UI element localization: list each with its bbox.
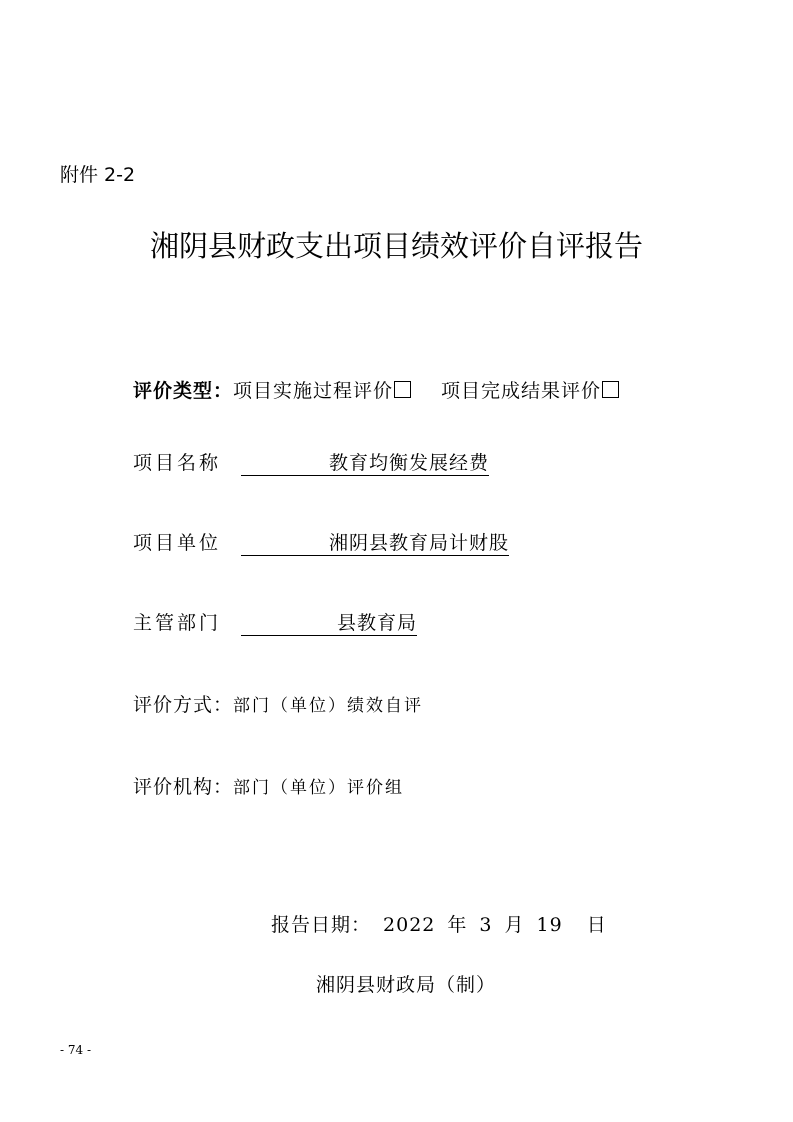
option-result-label: 项目完成结果评价 xyxy=(441,380,602,402)
competent-department-label: 主管部门 xyxy=(133,612,222,634)
report-date-label: 报告日期： xyxy=(271,914,372,936)
report-date-year-unit: 年 xyxy=(447,914,468,936)
report-date-month: 3 xyxy=(479,914,493,936)
evaluation-method-value: 部门（单位）绩效自评 xyxy=(233,696,424,716)
report-date-day: 19 xyxy=(536,914,563,936)
project-unit-label: 项目单位 xyxy=(133,532,222,554)
evaluation-type-label: 评价类型： xyxy=(133,380,234,402)
field-project-unit xyxy=(133,528,509,556)
attachment-label: 附件 2-2 xyxy=(60,164,136,186)
report-date-month-unit: 月 xyxy=(504,914,525,936)
option-process-evaluation[interactable] xyxy=(233,376,411,403)
evaluation-org-value: 部门（单位）评价组 xyxy=(233,778,405,798)
project-name-label: 项目名称 xyxy=(133,452,222,474)
evaluation-type-row xyxy=(133,376,619,403)
field-competent-department xyxy=(133,608,417,636)
checkbox-process-evaluation[interactable] xyxy=(394,381,411,398)
checkbox-result-evaluation[interactable] xyxy=(602,381,619,398)
competent-department-value: 县教育局 xyxy=(241,612,417,636)
project-name-value: 教育均衡发展经费 xyxy=(241,452,489,476)
evaluation-method-row xyxy=(133,690,423,717)
document-title: 湘阴县财政支出项目绩效评价自评报告 xyxy=(149,229,643,263)
option-result-evaluation[interactable] xyxy=(441,376,619,403)
page-number: - 74 - xyxy=(60,1043,92,1057)
field-project-name xyxy=(133,448,489,476)
evaluation-method-label: 评价方式： xyxy=(133,694,234,716)
report-date-year: 2022 xyxy=(383,914,436,936)
report-date-day-unit: 日 xyxy=(586,914,607,936)
report-date-row xyxy=(271,910,607,937)
option-process-label: 项目实施过程评价 xyxy=(233,380,394,402)
issuer: 湘阴县财政局（制） xyxy=(316,974,497,996)
evaluation-org-label: 评价机构： xyxy=(133,776,234,798)
project-unit-value: 湘阴县教育局计财股 xyxy=(241,532,509,556)
evaluation-org-row xyxy=(133,772,404,799)
